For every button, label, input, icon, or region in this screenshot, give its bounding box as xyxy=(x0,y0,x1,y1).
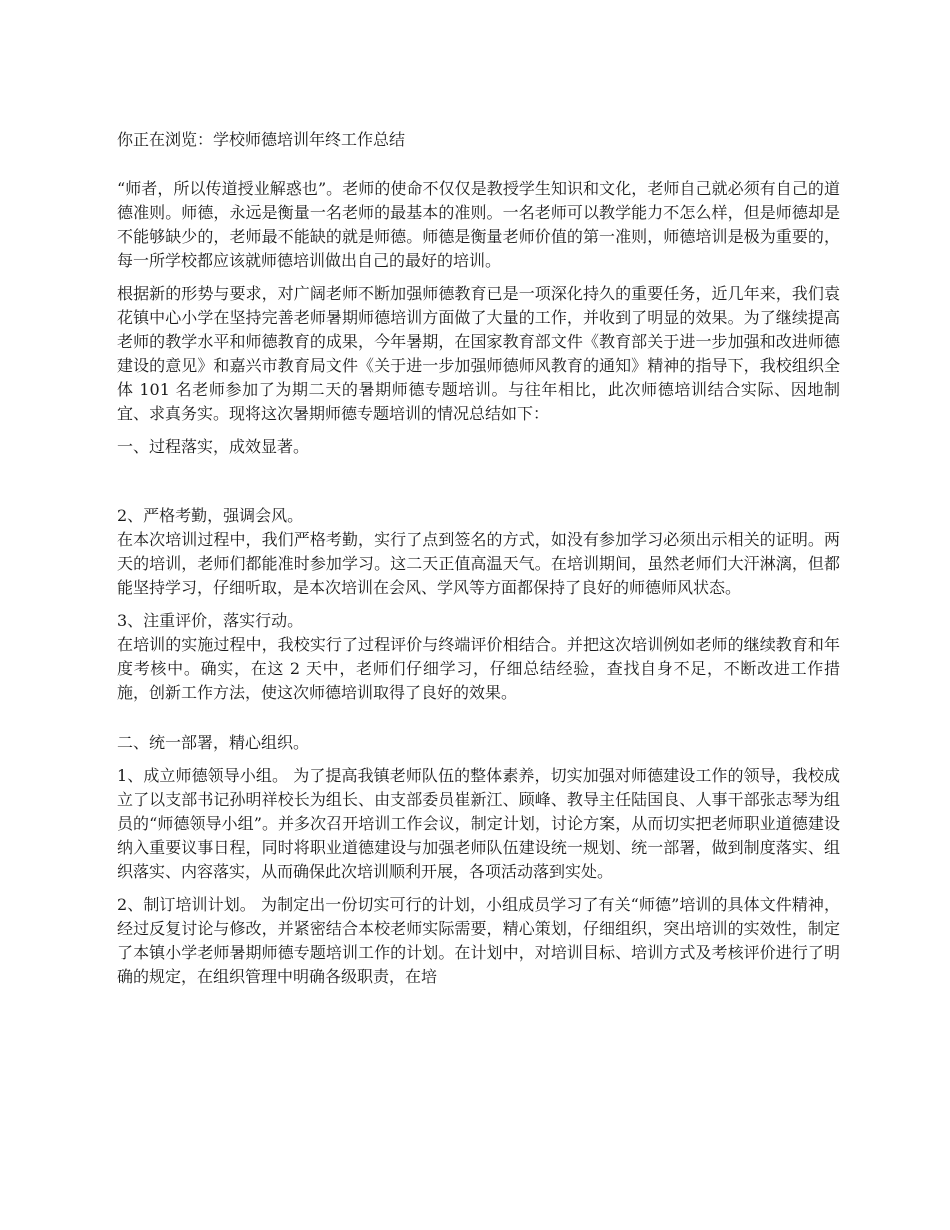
attendance-heading: 2、严格考勤，强调会风。 xyxy=(117,506,304,525)
browsing-label: 你正在浏览：学校师德培训年终工作总结 xyxy=(117,130,406,149)
document-body xyxy=(117,177,840,989)
background-paragraph: 根据新的形势与要求，对广阔老师不断加强师德教育已是一项深化持久的重要任务，近几年来，我们袁花镇中心小学在坚持完善老师暑期师德培训方面做了大量的工作，并收到了明显的效果。为了继续提高老师的教学水平和师德教育的成果，今年暑期，在国家教育部文件《教育部关于进一步加强和改进师德建设的意见》和嘉兴市教育局文件《关于进一步加强师德师风教育的通知》精神的指导下，我校组织全体 101 名老师参加了为期二天的暑期师德专题培训。与往年相比，此次师德培训结合实际、因地制宜、求真务实。现将这次暑期师德专题培训的情况总结如下： xyxy=(117,284,840,423)
intro-paragraph: “师者，所以传道授业解惑也”。老师的使命不仅仅是教授学生知识和文化，老师自己就必须有自己的道德准则。师德，永远是衡量一名老师的最基本的准则。一名老师可以教学能力不怎么样，但是师德却是不能够缺少的，老师最不能缺的就是师德。师德是衡量老师价值的第一准则，师德培训是极为重要的，每一所学校都应该就师德培训做出自己的最好的培训。 xyxy=(117,179,840,270)
section-two-heading: 二、统一部署，精心组织。 xyxy=(117,733,310,752)
section-one-heading: 一、过程落实，成效显著。 xyxy=(117,437,310,456)
attendance-paragraph: 在本次培训过程中，我们严格考勤，实行了点到签名的方式，如没有参加学习必须出示相关的证明。两天的培训，老师们都能准时参加学习。这二天正值高温天气。在培训期间，虽然老师们大汗淋漓，但都能坚持学习，仔细听取，是本次培训在会风、学风等方面都保持了良好的师德师风状态。 xyxy=(117,530,840,597)
leadership-paragraph: 1、成立师德领导小组。 为了提高我镇老师队伍的整体素养，切实加强对师德建设工作的领导，我校成立了以支部书记孙明祥校长为组长、由支部委员崔新江、顾峰、教导主任陆国良、人事干部张志琴为组员的“师德领导小组”。并多次召开培训工作会议，制定计划，讨论方案，从而切实把老师职业道德建设纳入重要议事日程，同时将职业道德建设与加强老师队伍建设统一规划、统一部署，做到制度落实、组织落实、内容落实，从而确保此次培训顺利开展，各项活动落到实处。 xyxy=(117,766,840,881)
evaluation-heading: 3、注重评价，落实行动。 xyxy=(117,611,304,630)
plan-paragraph: 2、制订培训计划。 为制定出一份切实可行的计划，小组成员学习了有关“师德”培训的具体文件精神，经过反复讨论与修改，并紧密结合本校老师实际需要，精心策划，仔细组织，突出培训的实效性，制定了本镇小学老师暑期师德专题培训工作的计划。在计划中，对培训目标、培训方式及考核评价进行了明确的规定，在组织管理中明确各级职责，在培 xyxy=(117,895,840,986)
evaluation-paragraph: 在培训的实施过程中，我校实行了过程评价与终端评价相结合。并把这次培训例如老师的继续教育和年度考核中。确实，在这 2 天中，老师们仔细学习，仔细总结经验，查找自身不足，不断改进工作措施，创新工作方法，使这次师德培训取得了良好的效果。 xyxy=(117,635,840,702)
